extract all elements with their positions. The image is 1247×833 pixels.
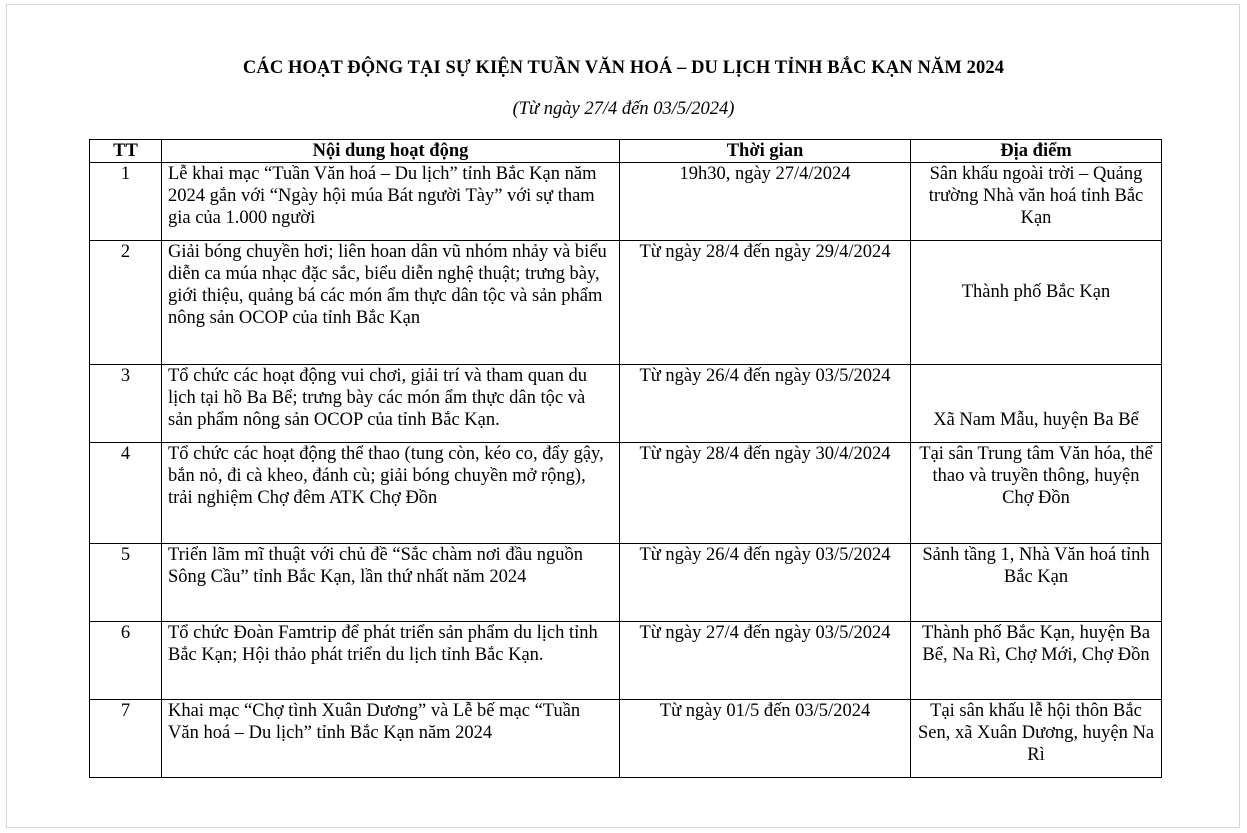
document-title: CÁC HOẠT ĐỘNG TẠI SỰ KIỆN TUẦN VĂN HOÁ – DU LỊCH TỈNH BẮC KẠN NĂM 2024 <box>242 58 1005 78</box>
cell-time: Từ ngày 28/4 đến ngày 30/4/2024 <box>620 443 911 544</box>
cell-tt: 7 <box>90 700 162 778</box>
table-row <box>90 163 1162 241</box>
cell-time: Từ ngày 26/4 đến ngày 03/5/2024 <box>620 365 911 443</box>
cell-time: Từ ngày 27/4 đến ngày 03/5/2024 <box>620 622 911 700</box>
cell-place: Tại sân Trung tâm Văn hóa, thể thao và truyền thông, huyện Chợ Đồn <box>911 443 1162 544</box>
cell-place: Sảnh tầng 1, Nhà Văn hoá tỉnh Bắc Kạn <box>911 544 1162 622</box>
header-content: Nội dung hoạt động <box>162 140 620 163</box>
document-subtitle: (Từ ngày 27/4 đến 03/5/2024) <box>512 99 735 119</box>
table-row <box>90 241 1162 365</box>
cell-tt: 4 <box>90 443 162 544</box>
cell-place: Thành phố Bắc Kạn <box>911 241 1162 365</box>
cell-place: Thành phố Bắc Kạn, huyện Ba Bể, Na Rì, Chợ Mới, Chợ Đồn <box>911 622 1162 700</box>
activities-table <box>89 139 1162 778</box>
cell-tt: 5 <box>90 544 162 622</box>
cell-content: Lễ khai mạc “Tuần Văn hoá – Du lịch” tỉnh Bắc Kạn năm 2024 gắn với “Ngày hội múa Bát người Tày” với sự tham gia của 1.000 người <box>162 163 620 241</box>
cell-place: Sân khấu ngoài trời – Quảng trường Nhà văn hoá tỉnh Bắc Kạn <box>911 163 1162 241</box>
cell-content: Giải bóng chuyền hơi; liên hoan dân vũ nhóm nhảy và biểu diễn ca múa nhạc đặc sắc, biểu diễn nghệ thuật; trưng bày, giới thiệu, quảng bá các món ẩm thực dân tộc và sản phẩm nông sản OCOP của tỉnh Bắc Kạn <box>162 241 620 365</box>
header-place: Địa điểm <box>911 140 1162 163</box>
header-time: Thời gian <box>620 140 911 163</box>
table-header-row <box>90 140 1162 163</box>
cell-content: Tổ chức các hoạt động thể thao (tung còn, kéo co, đẩy gậy, bắn nỏ, đi cà kheo, đánh cù; giải bóng chuyền mở rộng), trải nghiệm Chợ đêm ATK Chợ Đồn <box>162 443 620 544</box>
cell-tt: 3 <box>90 365 162 443</box>
cell-content: Tổ chức các hoạt động vui chơi, giải trí và tham quan du lịch tại hồ Ba Bể; trưng bày các món ẩm thực dân tộc và sản phẩm nông sản OCOP của tỉnh Bắc Kạn. <box>162 365 620 443</box>
cell-time: Từ ngày 28/4 đến ngày 29/4/2024 <box>620 241 911 365</box>
cell-content: Triển lãm mĩ thuật với chủ đề “Sắc chàm nơi đầu nguồn Sông Cầu” tỉnh Bắc Kạn, lần thứ nhất năm 2024 <box>162 544 620 622</box>
header-tt: TT <box>90 140 162 163</box>
table-row <box>90 700 1162 778</box>
cell-tt: 2 <box>90 241 162 365</box>
cell-place: Xã Nam Mẫu, huyện Ba Bể <box>911 365 1162 443</box>
table-row <box>90 544 1162 622</box>
table-row <box>90 443 1162 544</box>
cell-content: Tổ chức Đoàn Famtrip để phát triển sản phẩm du lịch tỉnh Bắc Kạn; Hội thảo phát triển du lịch tỉnh Bắc Kạn. <box>162 622 620 700</box>
cell-tt: 6 <box>90 622 162 700</box>
table-row <box>90 622 1162 700</box>
cell-time: 19h30, ngày 27/4/2024 <box>620 163 911 241</box>
cell-place: Tại sân khấu lễ hội thôn Bắc Sen, xã Xuân Dương, huyện Na Rì <box>911 700 1162 778</box>
cell-content: Khai mạc “Chợ tình Xuân Dương” và Lễ bế mạc “Tuần Văn hoá – Du lịch” tỉnh Bắc Kạn năm 2024 <box>162 700 620 778</box>
cell-tt: 1 <box>90 163 162 241</box>
cell-time: Từ ngày 26/4 đến ngày 03/5/2024 <box>620 544 911 622</box>
cell-time: Từ ngày 01/5 đến 03/5/2024 <box>620 700 911 778</box>
table-row <box>90 365 1162 443</box>
